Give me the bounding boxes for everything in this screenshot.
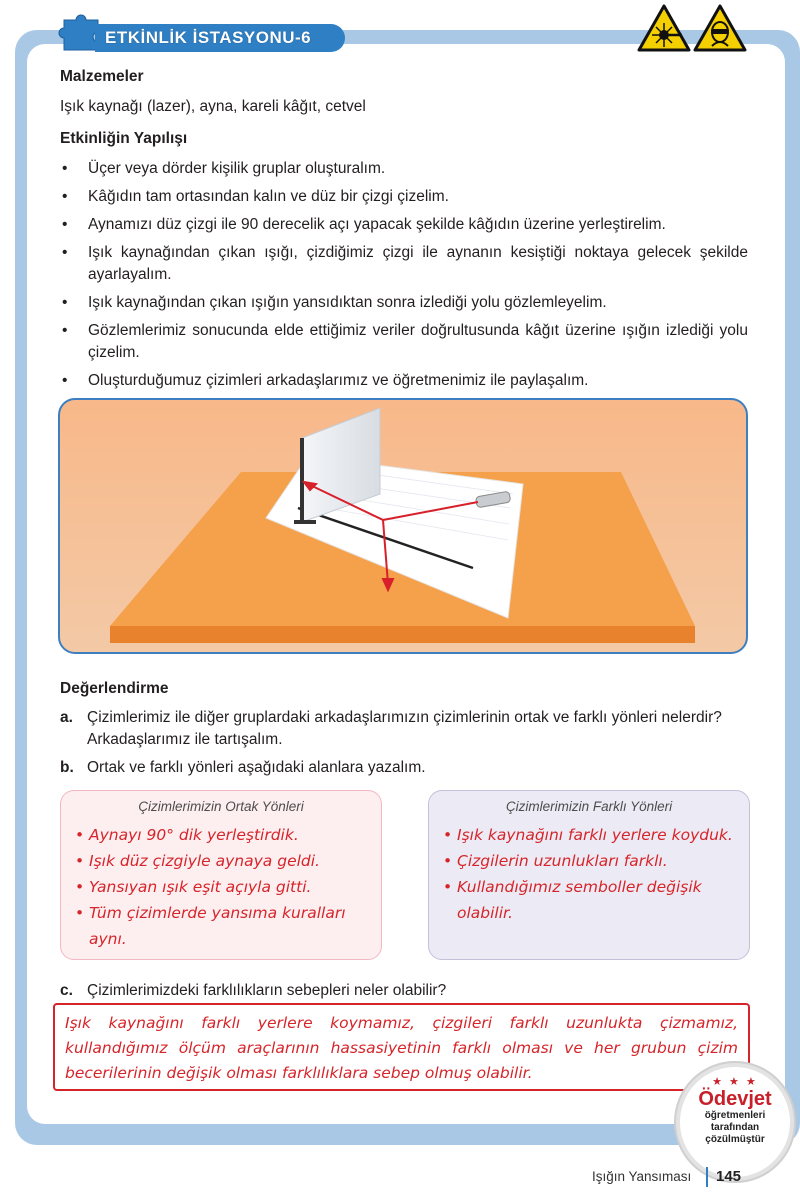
odevjet-stamp	[676, 1063, 794, 1181]
different-aspect-item: • Çizgilerin uzunlukları farklı.	[443, 848, 737, 874]
procedure-step: • Kâğıdın tam ortasından kalın ve düz bir çizgi çizelim.	[60, 186, 748, 208]
question-c-label: c.	[60, 982, 73, 999]
question-a-label: a.	[60, 709, 73, 726]
procedure-step: • Işık kaynağından çıkan ışığı, çizdiğimiz çizgi ile aynanın kesiştiği noktaya gelecek şekilde ayarlayalım.	[60, 242, 748, 286]
question-b-label: b.	[60, 759, 74, 776]
question-c-text: Çizimlerimizdeki farklılıkların sebepleri neler olabilir?	[87, 982, 447, 999]
different-aspect-item: • Kullandığımız semboller değişik olabilir.	[443, 874, 737, 926]
question-a-text: Çizimlerimiz ile diğer gruplardaki arkadaşlarımızın çizimlerinin ortak ve farklı yönleri nelerdir? Arkadaşlarımız ile tartışalım.	[87, 709, 722, 748]
laser-warning-icon	[636, 3, 692, 53]
question-c	[60, 980, 750, 1004]
footer-section: Işığın Yansıması	[592, 1169, 692, 1184]
experiment-illustration	[58, 398, 748, 654]
procedure-heading: Etkinliğin Yapılışı	[60, 130, 188, 147]
stamp-line-1: öğretmenleri	[704, 1110, 766, 1121]
stamp-line-2: tarafından	[710, 1122, 760, 1133]
evaluation-heading: Değerlendirme	[60, 680, 169, 697]
common-aspects-title: Çizimlerimizin Ortak Yönleri	[138, 799, 304, 814]
question-a	[60, 707, 750, 757]
question-b	[60, 757, 750, 781]
eye-protection-icon	[692, 3, 748, 53]
common-aspect-item: • Aynayı 90° dik yerleştirdik.	[75, 822, 369, 848]
different-aspects-title: Çizimlerimizin Farklı Yönleri	[505, 799, 673, 814]
different-aspects-box	[428, 790, 750, 960]
common-aspects-list	[61, 822, 381, 952]
procedure-step: • Üçer veya dörder kişilik gruplar oluşturalım.	[60, 158, 748, 180]
procedure-step: • Gözlemlerimiz sonucunda elde ettiğimiz veriler doğrultusunda kâğıt üzerine ışığın izlediği yolu çizelim.	[60, 320, 748, 364]
question-b-text: Ortak ve farklı yönleri aşağıdaki alanlara yazalım.	[87, 759, 426, 776]
procedure-step: • Aynamızı düz çizgi ile 90 derecelik açı yapacak şekilde kâğıdın üzerine yerleştirelim.	[60, 214, 748, 236]
common-aspect-item: • Işık düz çizgiyle aynaya geldi.	[75, 848, 369, 874]
procedure-list	[60, 158, 748, 398]
page-number: 145	[716, 1168, 742, 1185]
materials-text: Işık kaynağı (lazer), ayna, kareli kâğıt, cetvel	[60, 98, 366, 115]
different-aspects-list	[429, 822, 749, 926]
common-aspects-box	[60, 790, 382, 960]
footer-divider	[706, 1167, 708, 1187]
different-aspect-item: • Işık kaynağını farklı yerlere koyduk.	[443, 822, 737, 848]
common-aspect-item: • Yansıyan ışık eşit açıyla gitti.	[75, 874, 369, 900]
question-c-answer: Işık kaynağını farklı yerlere koymamız, çizgileri farklı uzunlukta çizmamız, kullandığımız ölçüm araçlarının hassasiyetinin farklı olması ve her grubun çizim becerilerinin değişik olması farklılıklara sebep olmuş olabilir.	[53, 1003, 750, 1091]
materials-heading: Malzemeler	[60, 68, 144, 85]
stamp-line-3: çözülmüştür	[705, 1134, 765, 1145]
activity-station-banner: ETKİNLİK İSTASYONU-6	[95, 24, 345, 52]
stamp-stars: ★ ★ ★	[712, 1076, 758, 1088]
common-aspect-item: • Tüm çizimlerde yansıma kuralları aynı.	[75, 900, 369, 952]
procedure-step: • Işık kaynağından çıkan ışığın yansıdıktan sonra izlediği yolu gözlemleyelim.	[60, 292, 748, 314]
stamp-brand: Ödevjet	[698, 1088, 772, 1110]
procedure-step: • Oluşturduğumuz çizimleri arkadaşlarımız ve öğretmenimiz ile paylaşalım.	[60, 370, 748, 392]
